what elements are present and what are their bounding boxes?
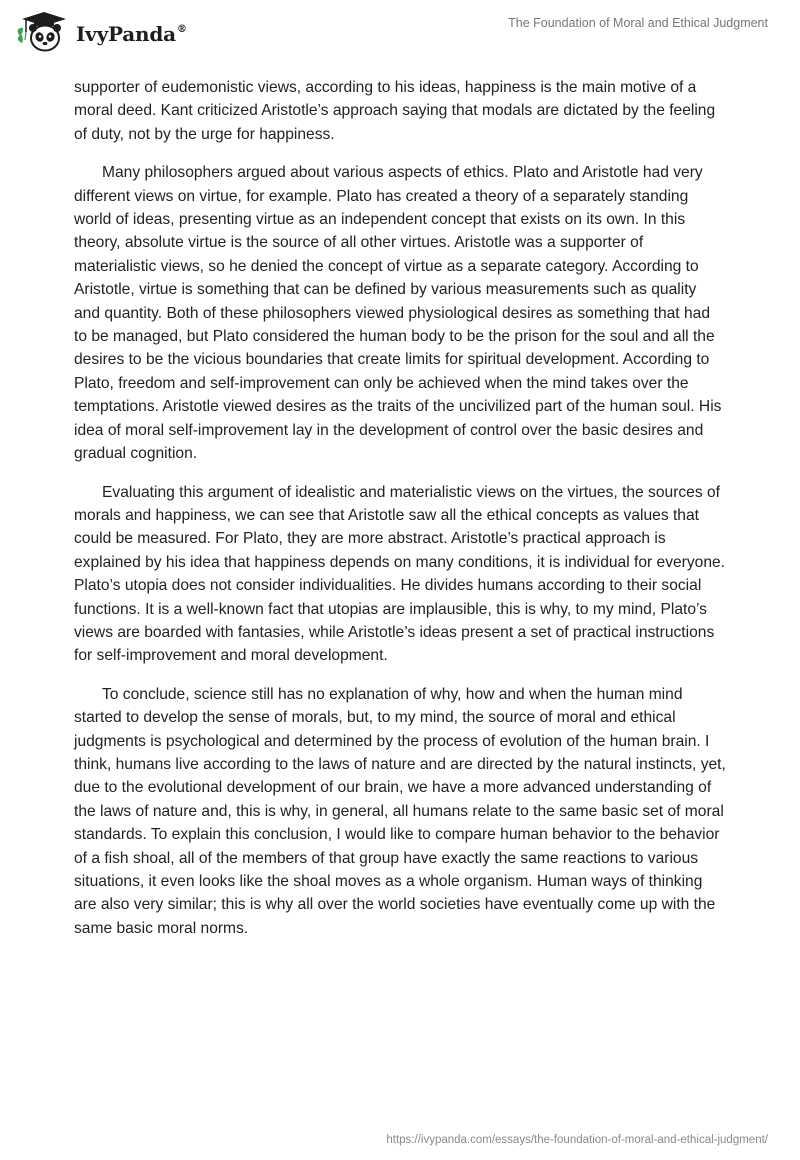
page-header	[0, 0, 800, 70]
essay-body	[74, 76, 726, 955]
paragraph-2: Many philosophers argued about various aspects of ethics. Plato and Aristotle had very different views on virtue, for example. Plato has created a theory of a separately standing world of ideas, presenting virtue as an independent concept that exists on its own. In this theory, absolute virtue is the source of all other virtues. Aristotle was a supporter of materialistic views, so he denied the concept of virtue as a separate category. According to Aristotle, virtue is something that can be defined by various measurements such as quality and quantity. Both of these philosophers viewed physiological desires as something that had to be managed, but Plato considered the human body to be the prison for the soul and all the desires to be the vicious boundaries that create limits for spiritual development. According to Plato, freedom and self-improvement can only be achieved when the mind takes over the temptations. Aristotle viewed desires as the traits of the uncivilized part of the human soul. His idea of moral self-improvement lay in the development of control over the basic desires and gradual cognition.	[74, 164, 722, 463]
source-url[interactable]: https://ivypanda.com/essays/the-foundation-of-moral-and-ethical-judgment/	[386, 1134, 768, 1146]
paragraph-4: To conclude, science still has no explanation of why, how and when the human mind started to develop the sense of morals, but, to my mind, the source of moral and ethical judgments is psychological and determined by the process of evolution of the human brain. I think, humans live according to the laws of nature and are directed by the natural instincts, yet, due to the evolutional development of our brain, we have a more advanced understanding of the laws of nature and, this is why, in general, all humans relate to the same basic set of moral standards. To explain this conclusion, I would like to compare human behavior to the behavior of a fish shoal, all of the members of that group have exactly the same reactions to various situations, it even looks like the shoal moves as a whole organism. Human ways of thinking are also very similar; this is why all over the world societies have eventually come up with the same basic moral norms.	[74, 685, 726, 937]
brand-name: IvyPanda®	[76, 22, 187, 46]
ivypanda-logo[interactable]	[14, 10, 204, 54]
paragraph-1: supporter of eudemonistic views, according to his ideas, happiness is the main motive of a moral deed. Kant criticized Aristotle’s approach saying that modals are dictated by the feeling of duty, not by the urge for happiness.	[74, 79, 716, 143]
document-title: The Foundation of Moral and Ethical Judgment	[508, 16, 768, 30]
paragraph-3: Evaluating this argument of idealistic and materialistic views on the virtues, the sources of morals and happiness, we can see that Aristotle saw all the ethical concepts as values that could be measured. For Plato, they are more abstract. Aristotle’s practical approach is explained by his idea that happiness depends on many conditions, it is individual for everyone. Plato’s utopia does not consider individualities. He divides humans according to their social functions. It is a well-known fact that utopias are implausible, this is why, to my mind, Plato’s views are boarded with fantasies, while Aristotle’s ideas present a set of practical instructions for self-improvement and moral development.	[74, 483, 726, 665]
registered-mark: ®	[176, 24, 187, 35]
panda-graduate-icon	[14, 10, 70, 54]
